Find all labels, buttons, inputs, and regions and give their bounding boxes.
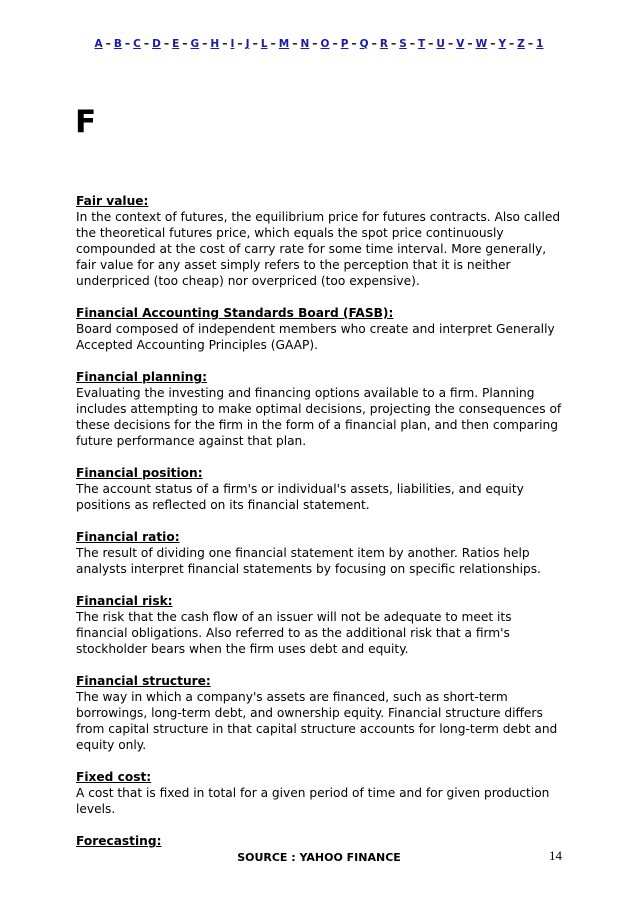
alphabet-link-s[interactable]: S: [399, 38, 407, 50]
nav-separator: –: [182, 38, 188, 50]
nav-separator: –: [509, 38, 515, 50]
entry-term: Fair value:: [76, 194, 149, 208]
nav-separator: –: [163, 38, 170, 50]
entry-term: Financial position:: [76, 466, 203, 480]
entry-definition: In the context of futures, the equilibrium price for futures contracts. Also called the theoretical futures price, which equals the spot price continuously compounded at the cost of carry rate for some time interval. More generally, fair value for any asset simply refers to the perception that it is neither underpriced (too cheap) nor overpriced (too expensive).: [76, 210, 561, 288]
glossary-entry: [76, 593, 566, 657]
nav-separator: –: [490, 38, 496, 50]
footer-source: SOURCE : YAHOO FINANCE: [237, 851, 401, 864]
alphabet-link-i[interactable]: I: [230, 38, 235, 50]
entry-term: Fixed cost:: [76, 770, 152, 784]
nav-separator: –: [252, 38, 258, 50]
alphabet-link-o[interactable]: O: [320, 38, 330, 50]
alphabet-link-h[interactable]: H: [210, 38, 220, 50]
nav-separator: –: [527, 38, 534, 50]
entry-definition: A cost that is fixed in total for a given period of time and for given production levels.: [76, 786, 550, 816]
nav-separator: –: [270, 38, 276, 50]
alphabet-link-m[interactable]: M: [278, 38, 290, 50]
entry-definition: The account status of a firm's or individual's assets, liabilities, and equity positions as reflected on its financial statement.: [76, 482, 524, 512]
glossary-entry: [76, 833, 566, 849]
entry-term: Financial risk:: [76, 594, 173, 608]
alphabet-link-r[interactable]: R: [379, 38, 388, 50]
nav-separator: –: [428, 38, 434, 50]
alphabet-link-q[interactable]: Q: [359, 38, 369, 50]
nav-separator: –: [351, 38, 357, 50]
nav-separator: –: [447, 38, 454, 50]
nav-separator: –: [332, 38, 338, 50]
alphabet-link-l[interactable]: L: [260, 38, 268, 50]
alphabet-link-j[interactable]: J: [245, 38, 250, 50]
entry-term: Financial ratio:: [76, 530, 180, 544]
alphabet-link-y[interactable]: Y: [498, 38, 507, 50]
section-letter-heading: F: [75, 104, 97, 140]
nav-separator: –: [143, 38, 150, 50]
entry-definition: The risk that the cash flow of an issuer will not be adequate to meet its financial obligations. Also referred to as the additional risk that a firm's stockholder bears when the firm uses debt and equity.: [76, 610, 512, 656]
glossary-entries: [76, 193, 566, 865]
entry-definition: The result of dividing one financial statement item by another. Ratios help analysts interpret financial statements by focusing on specific relationships.: [76, 546, 541, 576]
alphabet-link-1[interactable]: 1: [536, 38, 544, 50]
alphabet-link-v[interactable]: V: [456, 38, 465, 50]
alphabet-index-nav: [0, 38, 638, 50]
nav-separator: –: [390, 38, 397, 50]
alphabet-link-u[interactable]: U: [436, 38, 445, 50]
nav-separator: –: [105, 38, 111, 50]
alphabet-link-b[interactable]: B: [113, 38, 122, 50]
entry-definition: Evaluating the investing and financing options available to a firm. Planning includes attempting to make optimal decisions, projecting the consequences of these decisions for the firm in the form of a financial plan, and then comparing future performance against that plan.: [76, 386, 562, 448]
alphabet-link-t[interactable]: T: [418, 38, 426, 50]
nav-separator: –: [292, 38, 298, 50]
entry-definition: The way in which a company's assets are financed, such as short-term borrowings, long-term debt, and ownership equity. Financial structure differs from capital structure in that capital structure accounts for long-term debt and equity only.: [76, 690, 558, 752]
entry-term: Financial planning:: [76, 370, 208, 384]
entry-term: Financial structure:: [76, 674, 211, 688]
entry-definition: Board composed of independent members who create and interpret Generally Accepted Accounting Principles (GAAP).: [76, 322, 555, 352]
nav-separator: –: [312, 38, 318, 50]
alphabet-link-a[interactable]: A: [94, 38, 103, 50]
alphabet-link-n[interactable]: N: [300, 38, 310, 50]
nav-separator: –: [409, 38, 415, 50]
nav-separator: –: [222, 38, 228, 50]
alphabet-link-z[interactable]: Z: [517, 38, 525, 50]
alphabet-link-g[interactable]: G: [190, 38, 200, 50]
glossary-entry: [76, 305, 566, 353]
nav-separator: –: [467, 38, 473, 50]
alphabet-link-p[interactable]: P: [340, 38, 349, 50]
glossary-entry: [76, 369, 566, 449]
alphabet-link-w[interactable]: W: [475, 38, 488, 50]
glossary-entry: [76, 769, 566, 817]
glossary-entry: [76, 465, 566, 513]
nav-separator: –: [202, 38, 208, 50]
alphabet-link-e[interactable]: E: [172, 38, 180, 50]
glossary-entry: [76, 673, 566, 753]
nav-separator: –: [237, 38, 243, 50]
alphabet-link-d[interactable]: D: [152, 38, 161, 50]
nav-separator: –: [124, 38, 131, 50]
alphabet-link-c[interactable]: C: [133, 38, 141, 50]
entry-term: Forecasting:: [76, 834, 162, 848]
entry-term: Financial Accounting Standards Board (FASB):: [76, 306, 394, 320]
page-number: 14: [549, 848, 562, 863]
nav-separator: –: [371, 38, 377, 50]
glossary-entry: [76, 193, 566, 289]
glossary-entry: [76, 529, 566, 577]
